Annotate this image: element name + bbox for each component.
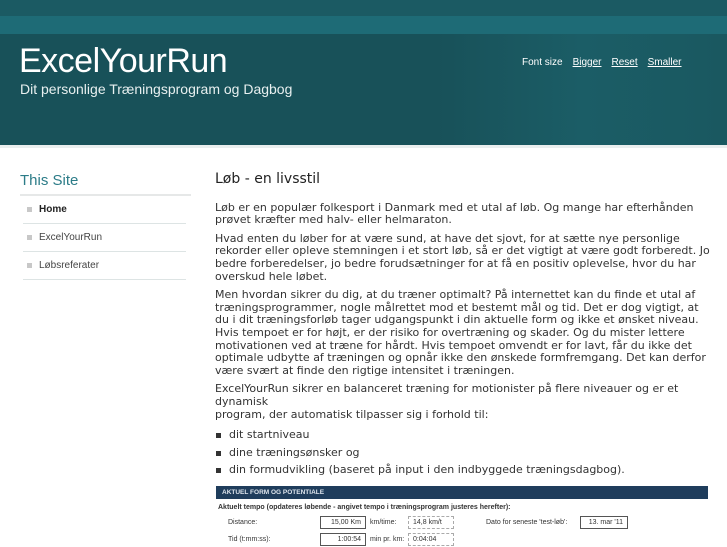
site-title[interactable]: ExcelYourRun [19, 42, 228, 80]
bullet-icon [27, 207, 32, 212]
paragraph: program, der automatisk tilpasser sig i forhold til: [215, 407, 489, 421]
date-value: 13. mar '11 [580, 516, 628, 529]
spreadsheet-screenshot [216, 486, 708, 545]
site-header [0, 34, 727, 145]
font-size-label: Font size [522, 57, 563, 68]
top-bar [0, 0, 727, 16]
sidebar-item-label: Home [39, 204, 67, 215]
screenshot-header: AKTUEL FORM OG POTENTIALE [216, 486, 708, 499]
paragraph: Løb er en populær folkesport i Danmark med et utal af løb. Og mange har efterhånden prøvet kræfter med halv- eller helmaraton. [215, 200, 694, 227]
kmt-label: km/time: [370, 519, 397, 526]
paragraph: Hvad enten du løber for at være sund, at have det sjovt, for at sætte nye personlige rekorder eller opleve stemningen i et stort løb, så er det vigtigt at være godt forberedt. Jo bedre forberedelser, jo bedre forudsætninger for at få en positiv oplevelse, hvor du har overskud hele løbet. [215, 231, 710, 283]
distance-value: 15,00 Km [320, 516, 366, 529]
screenshot-row [216, 515, 708, 530]
sidebar [20, 172, 191, 280]
page-title: Løb - en livsstil [215, 171, 321, 187]
distance-label: Distance: [228, 519, 258, 526]
sidebar-item-label: Løbsreferater [39, 260, 100, 271]
paragraph: ExcelYourRun sikrer en balanceret træning for motionister på flere niveauer og er et dynamisk [215, 382, 679, 408]
date-label: Dato for seneste 'test-løb': [486, 519, 568, 526]
sidebar-title: This Site [20, 172, 191, 196]
font-smaller-link[interactable]: Smaller [647, 57, 682, 68]
paragraph: Men hvordan sikrer du dig, at du træner optimalt? På internettet kan du finde et utal af træningsprogrammer, nogle målrettet mod et bestemt mål og tid. Det er dog vigtigt, at du i dit træningsforløb tager udgangspunkt i din aktuelle form og ikke et ønsket niveau. Hvis tempoet er for højt, er der risiko for overtræning og skader. Og du mister lettere motivationen ved at træne for hårdt. Hvis tempoet omvendt er for lavt, får du ikke det optimale udbytte af træningen og opnår ikke den ønskede formfremgang. Det kan derfor være svært at finde den rigtige intensitet i træningen. [215, 288, 706, 377]
screenshot-subtitle: Aktuelt tempo (opdateres løbende - angivet tempo i træningsprogram justeres herefter): [218, 504, 511, 511]
site-subtitle: Dit personlige Træningsprogram og Dagbog [20, 81, 293, 97]
time-value: 1:00:54 [320, 533, 366, 546]
main-content [215, 173, 710, 482]
time-label: Tid (t:mm:ss): [228, 536, 271, 543]
top-bar-stripe [0, 16, 727, 34]
pace-label: min pr. km: [370, 536, 405, 543]
list-item: dine træningsønsker og [215, 447, 710, 460]
bullet-icon [27, 235, 32, 240]
pace-value: 0:04:04 [408, 533, 454, 546]
sidebar-item-label: ExcelYourRun [39, 232, 103, 243]
header-shadow [0, 145, 727, 148]
sidebar-item-excelyourrun[interactable] [23, 224, 186, 252]
sidebar-item-lobsreferater[interactable] [23, 252, 186, 280]
kmt-value: 14,8 km/t [408, 516, 454, 529]
font-bigger-link[interactable]: Bigger [572, 57, 602, 68]
feature-list [215, 429, 710, 477]
sidebar-item-home[interactable] [23, 196, 186, 224]
font-size-controls [522, 57, 682, 68]
font-reset-link[interactable]: Reset [611, 57, 638, 68]
list-item: din formudvikling (baseret på input i den indbyggede træningsdagbog). [215, 464, 710, 477]
list-item: dit startniveau [215, 429, 710, 442]
bullet-icon [27, 263, 32, 268]
